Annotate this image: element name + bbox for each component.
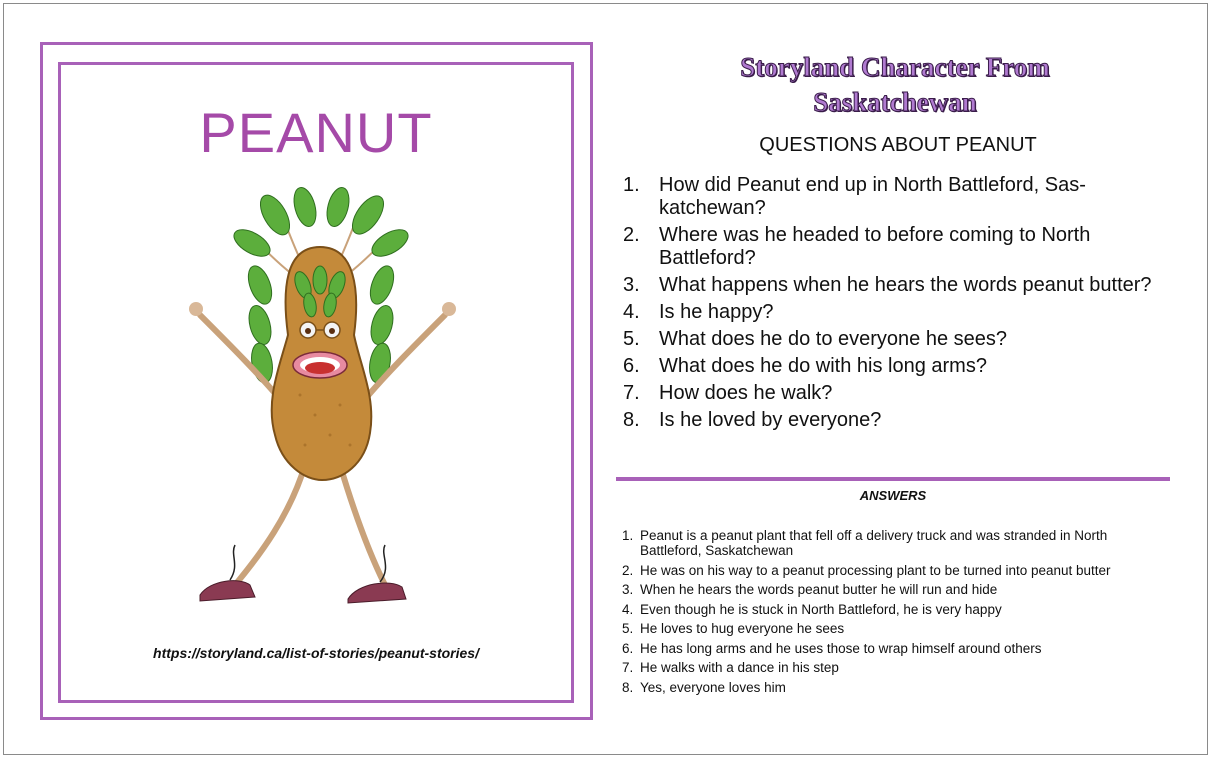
answer-text: Even though he is stuck in North Battleford, he is very happy <box>640 601 1002 617</box>
answer-text: When he hears the words peanut butter he will run and hide <box>640 582 998 597</box>
card-url[interactable]: https://storyland.ca/list-of-stories/peanut-stories/ <box>153 645 479 661</box>
answer-text: He loves to hug everyone he sees <box>640 621 845 636</box>
questions-list <box>620 174 1160 436</box>
answer-text: He has long arms and he uses those to wrap himself around others <box>640 640 1042 656</box>
answer-number: 5. <box>622 621 634 636</box>
question-text: How does he walk? <box>659 382 833 404</box>
question-number: 8. <box>623 409 640 431</box>
answer-number: 3. <box>622 582 634 597</box>
question-text: Is he happy? <box>659 301 774 323</box>
question-item <box>620 409 1160 432</box>
question-text: Where was he headed to before coming to North Battleford? <box>659 224 1091 269</box>
answer-number: 4. <box>622 601 634 617</box>
question-text: How did Peanut end up in North Battleford, Sas-katchewan? <box>659 174 1086 219</box>
question-number: 4. <box>623 301 640 323</box>
question-text: What does he do with his long arms? <box>659 355 987 377</box>
answer-number: 6. <box>622 640 634 656</box>
answer-text: He was on his way to a peanut processing plant to be turned into peanut butter <box>640 562 1111 578</box>
answer-item <box>622 582 1142 597</box>
question-number: 2. <box>623 224 640 246</box>
peanut-character-illustration <box>170 185 470 625</box>
question-number: 7. <box>623 382 640 404</box>
answers-heading: ANSWERS <box>859 488 927 503</box>
question-number: 3. <box>623 274 640 296</box>
question-item <box>620 224 1160 270</box>
question-text: Is he loved by everyone? <box>659 409 882 431</box>
answer-item <box>622 621 1142 636</box>
answer-item <box>622 641 1142 656</box>
answer-item <box>622 660 1142 675</box>
answer-number: 7. <box>622 660 634 675</box>
page-title-line2: Saskatchewan <box>813 87 977 117</box>
answer-item <box>622 528 1142 558</box>
answer-number: 8. <box>622 679 634 695</box>
question-number: 1. <box>623 174 640 196</box>
page-title <box>640 50 1150 120</box>
question-item <box>620 301 1160 324</box>
answers-list <box>622 528 1142 699</box>
question-item <box>620 382 1160 405</box>
answer-item <box>622 563 1142 578</box>
page-title-line1: Storyland Character From <box>740 52 1050 82</box>
answer-number: 1. <box>622 528 634 543</box>
answer-number: 2. <box>622 562 634 578</box>
question-item <box>620 174 1160 220</box>
answer-text: Yes, everyone loves him <box>640 679 786 695</box>
question-text: What happens when he hears the words peanut butter? <box>659 274 1152 296</box>
question-text: What does he do to everyone he sees? <box>659 328 1008 350</box>
question-number: 5. <box>623 328 640 350</box>
questions-heading: QUESTIONS ABOUT PEANUT <box>759 134 1037 156</box>
card-title: PEANUT <box>199 101 433 164</box>
answer-text: He walks with a dance in his step <box>640 660 839 675</box>
question-item <box>620 328 1160 351</box>
question-number: 6. <box>623 355 640 377</box>
answer-item <box>622 680 1142 695</box>
answer-text: Peanut is a peanut plant that fell off a delivery truck and was stranded in North Battleford, Saskatchewan <box>640 528 1108 558</box>
question-item <box>620 355 1160 378</box>
question-item <box>620 274 1160 297</box>
answer-item <box>622 602 1142 617</box>
section-divider <box>616 477 1170 481</box>
